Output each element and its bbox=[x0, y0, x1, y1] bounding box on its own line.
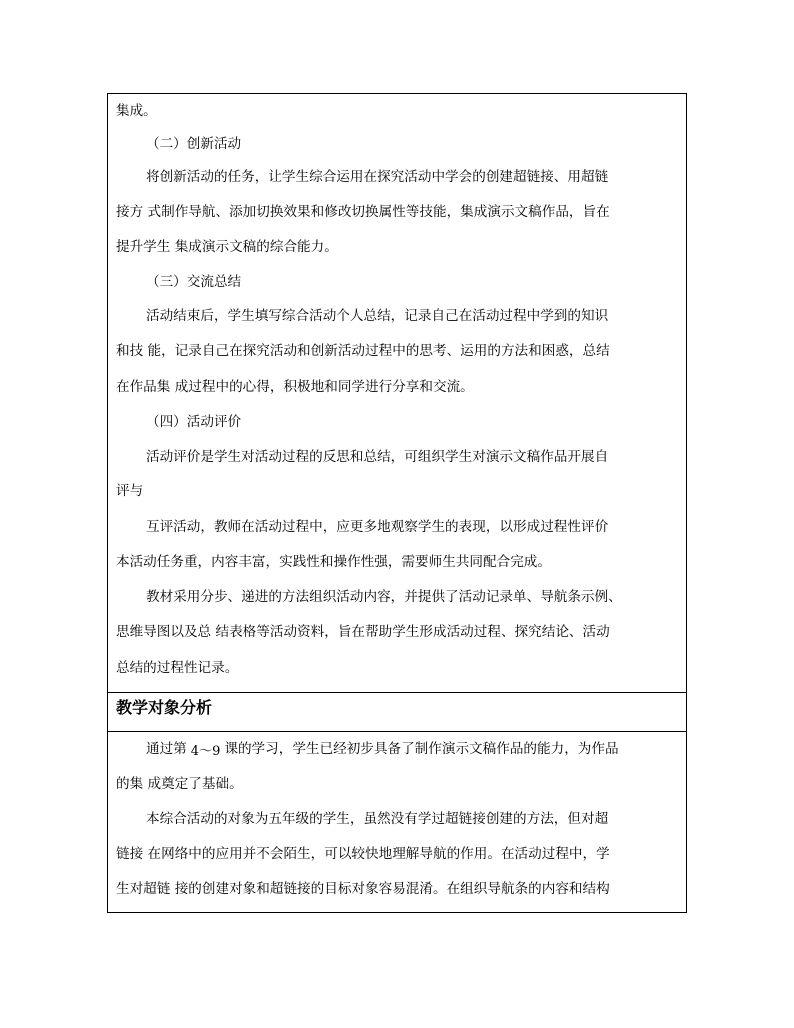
text-line: 集成。 bbox=[116, 103, 157, 119]
row-divider bbox=[108, 731, 686, 732]
text-line: 将创新活动的任务，让学生综合运用在探究活动中学会的创建超链接、用超链 bbox=[146, 169, 609, 185]
text-line: 接方 式制作导航、添加切换效果和修改切换属性等技能，集成演示文稿作品，旨在 bbox=[116, 204, 610, 220]
lesson-range bbox=[191, 744, 221, 759]
text-segment: 课的学习，学生已经初步具备了制作演示文稿作品的能力，为作品 bbox=[224, 741, 619, 757]
subsection-heading: （二）创新活动 bbox=[146, 136, 242, 152]
text-segment: 通过第 bbox=[146, 741, 187, 757]
text-line: 评与 bbox=[116, 483, 144, 499]
text-line: 思维导图以及总 结表格等活动资料，旨在帮助学生形成活动过程、探究结论、活动 bbox=[116, 624, 610, 640]
text-line: 互评活动，教师在活动过程中，应更多地观察学生的表现，以形成过程性评价 bbox=[146, 519, 609, 535]
text-line: 链接 在网络中的应用并不会陌生，可以较快地理解导航的作用。在活动过程中，学 bbox=[116, 846, 610, 862]
text-line: 和技 能，记录自己在探究活动和创新活动过程中的思考、运用的方法和困惑，总结 bbox=[116, 343, 610, 359]
text-line: 的集 成奠定了基础。 bbox=[116, 776, 243, 792]
text-line: 提升学生 集成演示文稿的综合能力。 bbox=[116, 239, 338, 255]
text-line: 本活动任务重，内容丰富，实践性和操作性强，需要师生共同配合完成。 bbox=[116, 554, 551, 570]
subsection-heading: （四）活动评价 bbox=[146, 414, 242, 430]
range-start: 4 bbox=[190, 744, 200, 759]
text-line: 教材采用分步、递进的方法组织活动内容，并提供了活动记录单、导航条示例、 bbox=[146, 589, 622, 605]
section-title: 教学对象分析 bbox=[116, 698, 213, 717]
text-line: 生对超链 接的创建对象和超链接的目标对象容易混淆。在组织导航条的内容和结构 bbox=[116, 881, 610, 897]
range-tilde: 〜 bbox=[199, 744, 213, 759]
text-line: 活动结束后，学生填写综合活动个人总结，记录自己在活动过程中学到的知识 bbox=[146, 308, 609, 324]
text-line: 本综合活动的对象为五年级的学生，虽然没有学过超链接创建的方法，但对超 bbox=[146, 811, 609, 827]
text-line: 活动评价是学生对活动过程的反思和总结，可组织学生对演示文稿作品开展自 bbox=[146, 449, 609, 465]
document-table bbox=[107, 93, 687, 913]
text-line: 总结的过程性记录。 bbox=[116, 660, 239, 676]
text-line: 在作品集 成过程中的心得，积极地和同学进行分享和交流。 bbox=[116, 379, 474, 395]
row-divider bbox=[108, 692, 686, 693]
range-end: 9 bbox=[212, 744, 221, 759]
subsection-heading: （三）交流总结 bbox=[146, 274, 242, 290]
text-line bbox=[146, 740, 619, 759]
